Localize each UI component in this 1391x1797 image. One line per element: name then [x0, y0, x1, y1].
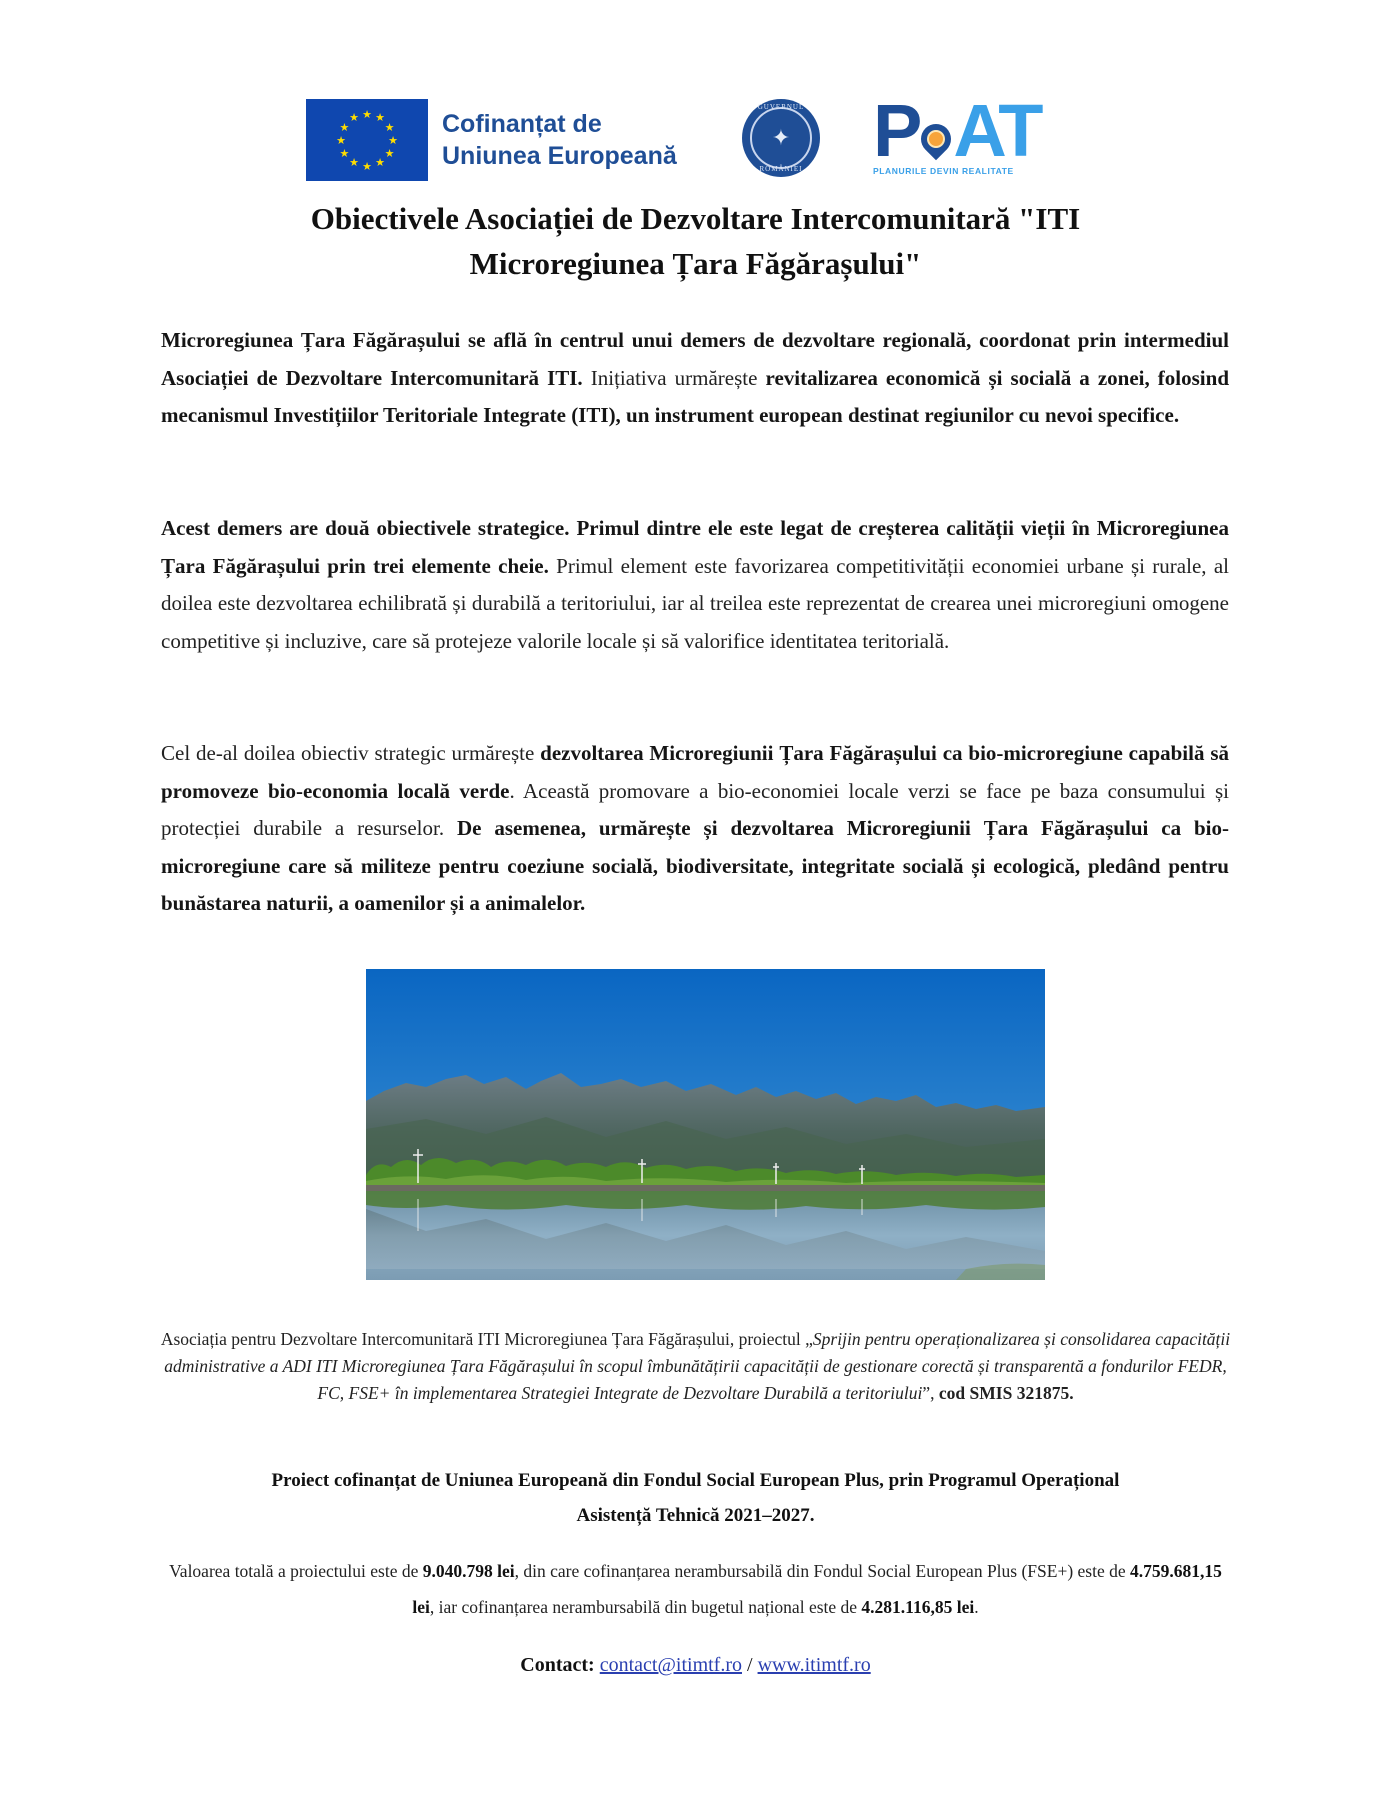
eu-star-icon: ★: [362, 107, 372, 121]
paragraph-first-objective: [161, 510, 1229, 660]
contact-email-link[interactable]: contact@itimtf.ro: [599, 1654, 742, 1676]
gov-seal-top-text: GUVERNUL: [757, 103, 805, 111]
eu-star-icon: ★: [388, 133, 398, 147]
project-note: [160, 1326, 1231, 1407]
paragraph-segment: revitalizarea economică și socială a zonei, folosind mecanismul Investițiilor Teritoriale Integrate (ITI), un instrument european destinat regiunilor cu nevoi specifice.: [161, 365, 1229, 427]
paragraph-segment: Inițiativa urmărește: [582, 365, 766, 390]
eu-logo-text: [442, 108, 677, 172]
romanian-government-seal-icon: [742, 99, 820, 177]
paragraph-intro: [161, 322, 1229, 435]
gov-seal-bottom-text: ROMÂNIEI: [759, 165, 803, 173]
eu-star-icon: ★: [336, 133, 346, 147]
website-link[interactable]: www.itimtf.ro: [757, 1654, 871, 1676]
contact-line: [160, 1651, 1231, 1679]
mountain-lake-image: [366, 969, 1045, 1280]
fse-value: 4.759.681,15 lei: [412, 1561, 1222, 1617]
eu-flag-icon: [306, 99, 428, 181]
total-value: 9.040.798 lei: [422, 1561, 515, 1581]
value-text: .: [974, 1597, 979, 1617]
landscape-photo: [366, 969, 1045, 1280]
value-text: Valoarea totală a proiectului este de: [169, 1561, 423, 1581]
paragraph-segment: Acest demers are două obiectivele strategice. Primul dintre ele este legat de creșterea calității vieții în Microregiunea Țara Făgărașului prin trei elemente cheie.: [161, 516, 1229, 578]
title-line-1: Obiectivele Asociației de Dezvoltare Intercomunitară "ITI: [310, 201, 1081, 236]
eu-star-icon: ★: [339, 146, 350, 160]
smis-code: cod SMIS 321875.: [938, 1383, 1074, 1403]
eu-cofinanced-logo: [306, 99, 677, 181]
page-title: [200, 196, 1191, 286]
eu-star-icon: ★: [349, 156, 359, 170]
coat-of-arms-icon: ✦: [750, 107, 812, 169]
poat-letters-at: AT: [953, 89, 1041, 172]
eu-logo-line1: Cofinanțat de: [442, 110, 602, 138]
project-title: Sprijin pentru operaționalizarea și consolidarea capacității administrative a ADI ITI Microregiunea Țara Făgărașului în scopul îmbunătățirii capacității de gestionare corectă și transparentă a fondurilor FEDR, FC, FSE+ în implementarea Strategiei Integrate de Dezvoltare Durabilă a teritoriului: [164, 1329, 1231, 1403]
cofinancing-statement: [160, 1463, 1231, 1533]
eu-star-icon: ★: [349, 110, 359, 124]
cofinancing-line-1: Proiect cofinanțat de Uniunea Europeană din Fondul Social European Plus, prin Programul Operațional: [271, 1470, 1120, 1491]
poat-tagline: PLANURILE DEVIN REALITATE: [873, 166, 1014, 176]
poat-logo: [873, 89, 1043, 178]
value-text: , iar cofinanțarea nerambursabilă din bugetul național este de: [429, 1597, 862, 1617]
title-line-2: Microregiunea Țara Făgărașului": [469, 246, 922, 281]
project-value-statement: [160, 1553, 1231, 1625]
paragraph-segment: Microregiunea Țara Făgărașului se află în centrul unui demers de dezvoltare regională, coordonat prin intermediul Asociației de Dezvoltare Intercomunitară ITI.: [161, 328, 1229, 390]
paragraph-segment: Cel de-al doilea obiectiv strategic urmărește: [161, 741, 541, 765]
poat-letter-p: P: [873, 89, 920, 172]
eu-star-icon: ★: [375, 110, 385, 124]
contact-separator: /: [742, 1654, 758, 1676]
paragraph-segment: De asemenea, urmărește și dezvoltarea Microregiunii Țara Făgărașului ca bio-microregiune care să militeze pentru coeziune socială, biodiversitate, integritate socială și ecologică, pledând pentru bunăstarea naturii, a oamenilor și a animalelor.: [161, 816, 1229, 915]
eu-logo-line2: Uniunea Europeană: [442, 142, 677, 170]
eu-star-icon: ★: [375, 156, 385, 170]
value-text: , din care cofinanțarea nerambursabilă din Fondul Social European Plus (FSE+) este de: [514, 1561, 1131, 1581]
cofinancing-line-2: Asistență Tehnică 2021–2027.: [576, 1505, 815, 1526]
eu-star-icon: ★: [384, 120, 395, 134]
national-budget-value: 4.281.116,85 lei: [861, 1597, 975, 1617]
eu-star-icon: ★: [339, 120, 350, 134]
location-pin-icon: [915, 118, 957, 160]
project-note-prefix: Asociația pentru Dezvoltare Intercomunitară ITI Microregiunea Țara Făgărașului, proiectul „: [160, 1329, 813, 1349]
paragraph-segment: Primul element este favorizarea competitivității economiei urbane și rurale, al doilea este dezvoltarea echilibrată și durabilă a teritoriului, iar al treilea este reprezentat de crearea unei microregiuni omogene competitive și incluzive, care să protejeze valorile locale și să valorifice identitatea teritorială.: [161, 553, 1229, 653]
eu-star-icon: ★: [362, 159, 372, 173]
eu-star-icon: ★: [384, 146, 395, 160]
contact-label: Contact:: [520, 1654, 595, 1676]
paragraph-segment: dezvoltarea Microregiunii Țara Făgărașului ca bio-microregiune capabilă să promoveze bio-economia locală verde: [161, 741, 1229, 803]
paragraph-segment: . Această promovare a bio-economiei locale verzi se face pe baza consumului și protecției durabile a resurselor.: [161, 778, 1229, 840]
project-note-quote: ”,: [922, 1383, 939, 1403]
paragraph-second-objective: [161, 735, 1229, 923]
